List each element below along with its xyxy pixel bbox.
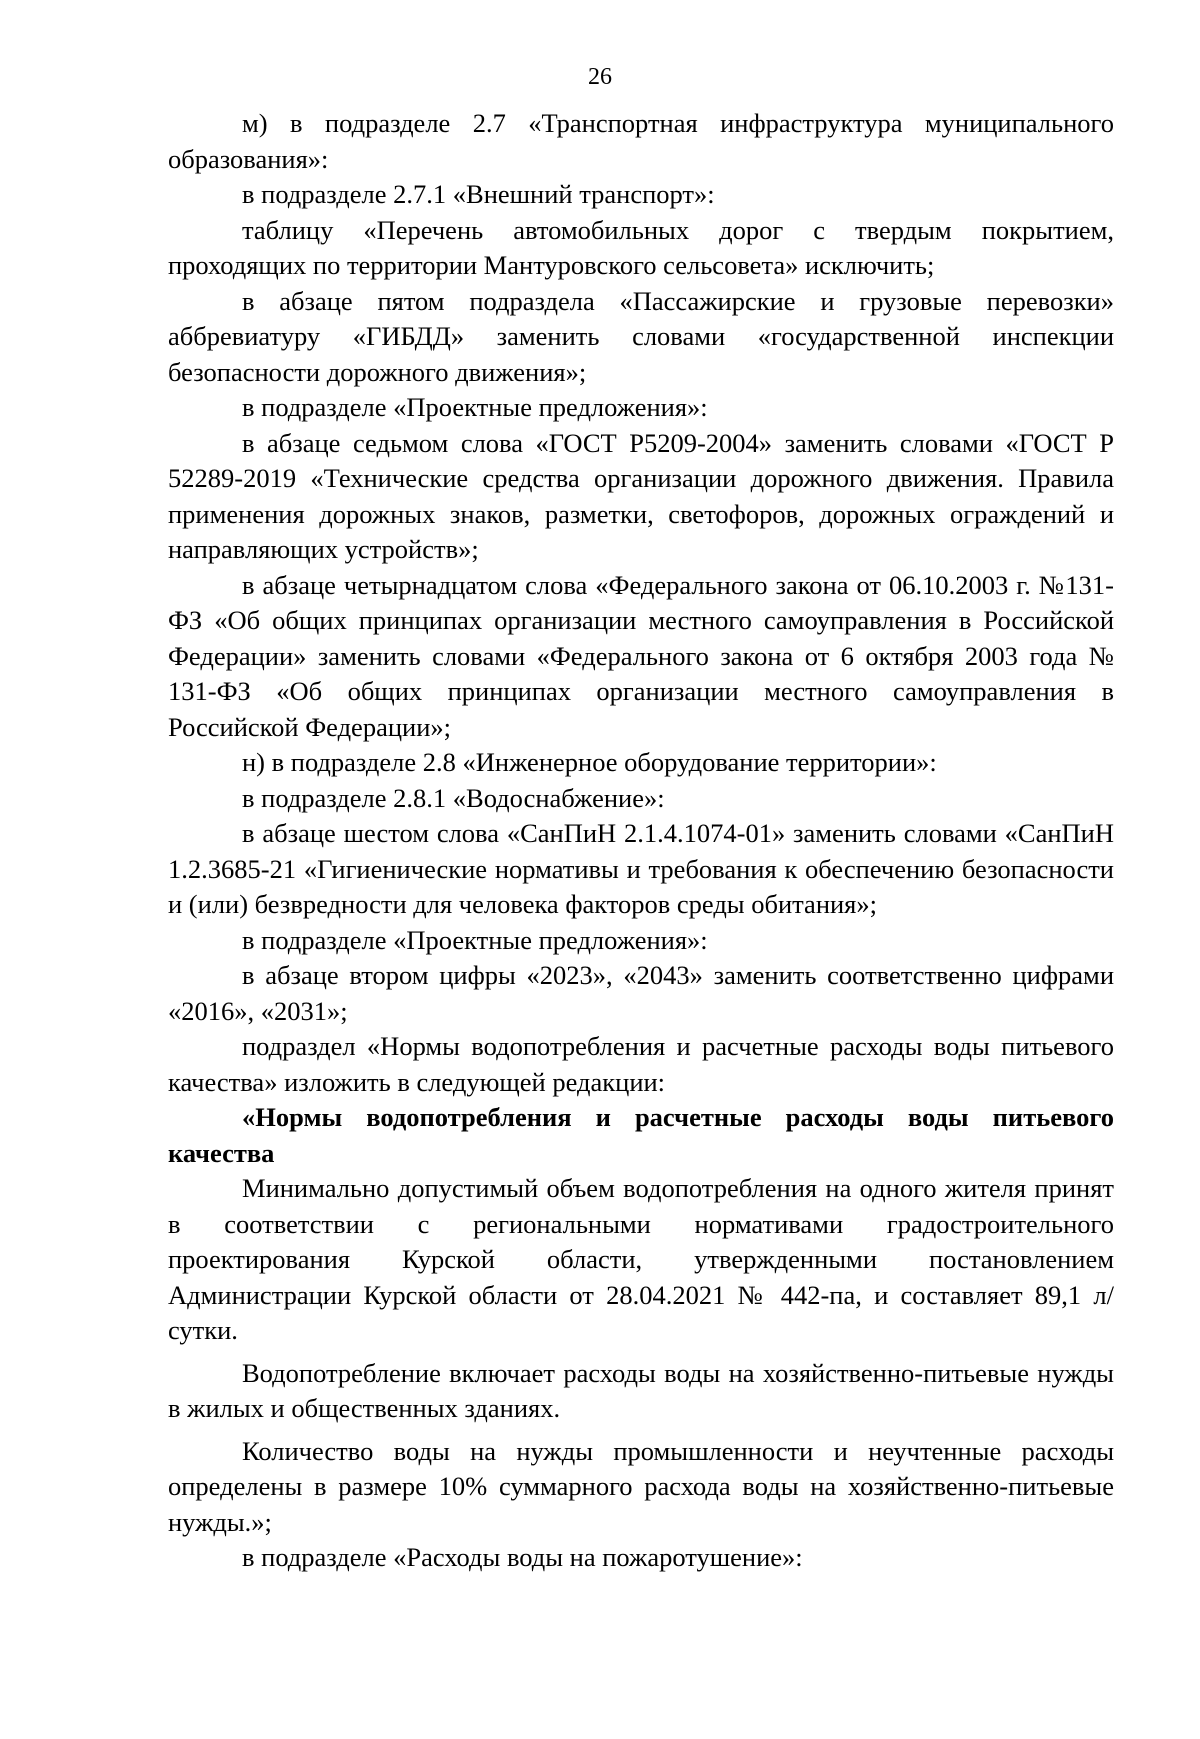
paragraph-project-proposals: в подразделе «Проектные предложения»: — [242, 392, 708, 422]
paragraph-new-edition: подраздел «Нормы водопотребления и расчетные расходы воды питьевого качества» изложить в следующей редакции: — [168, 1031, 1114, 1097]
paragraph-gost: в абзаце седьмом слова «ГОСТ Р5209-2004» заменить словами «ГОСТ Р 52289-2019 «Технические средства организации дорожного движения. Правила применения дорожных знаков, разметки, светофоров, дорожных ограждений и направляющих устройств»; — [168, 427, 1114, 564]
paragraph-project-proposals-2: в подразделе «Проектные предложения»: — [242, 924, 708, 955]
paragraph-section-2-8-1: в подразделе 2.8.1 «Водоснабжение»: — [242, 782, 665, 813]
paragraph-section-2-8: н) в подразделе 2.8 «Инженерное оборудование территории»: — [242, 747, 937, 777]
paragraph-min-consumption: Минимально допустимый объем водопотребления на одного жителя принят в соответствии с региональными нормативами градостроительного проектирования Курской области, утвержденными постановлением Администрации Курской области от 28.04.2021 № 442-па, и составляет 89,1 л/сутки. — [168, 1173, 1114, 1345]
page-number: 26 — [588, 64, 612, 90]
paragraph-federal-law: в абзаце четырнадцатом слова «Федерального закона от 06.10.2003 г. №131-ФЗ «Об общих принципах организации местного самоуправления в Российской Федерации» заменить словами «Федерального закона от 6 октября 2003 года № 131-ФЗ «Об общих принципах организации местного самоуправления в Российской Федерации»; — [168, 569, 1114, 742]
document-body — [168, 106, 1114, 1576]
paragraph-heading-water-norms: «Нормы водопотребления и расчетные расходы воды питьевого качества — [168, 1102, 1114, 1168]
paragraph-section-2-7: м) в подразделе 2.7 «Транспортная инфраструктура муниципального образования»: — [168, 108, 1114, 174]
paragraph-figures: в абзаце втором цифры «2023», «2043» заменить соответственно цифрами «2016», «2031»; — [168, 960, 1114, 1026]
paragraph-section-2-7-1: в подразделе 2.7.1 «Внешний транспорт»: — [242, 179, 715, 209]
paragraph-gibdd: в абзаце пятом подраздела «Пассажирские и грузовые перевозки» аббревиатуру «ГИБДД» заменить словами «государственной инспекции безопасности дорожного движения»; — [168, 285, 1114, 387]
paragraph-fire-water: в подразделе «Расходы воды на пожаротушение»: — [242, 1542, 803, 1572]
paragraph-consumption-includes: Водопотребление включает расходы воды на хозяйственно-питьевые нужды в жилых и общественных зданиях. — [168, 1357, 1114, 1423]
paragraph-roads-table: таблицу «Перечень автомобильных дорог с твердым покрытием, проходящих по территории Мантуровского сельсовета» исключить; — [168, 214, 1114, 280]
paragraph-sanpin: в абзаце шестом слова «СанПиН 2.1.4.1074-01» заменить словами «СанПиН 1.2.3685-21 «Гигиенические нормативы и требования к обеспечению безопасности и (или) безвредности для человека факторов среды обитания»; — [168, 818, 1114, 919]
paragraph-industry-water: Количество воды на нужды промышленности и неучтенные расходы определены в размере 10% суммарного расхода воды на хозяйственно-питьевые нужды.»; — [168, 1435, 1114, 1537]
